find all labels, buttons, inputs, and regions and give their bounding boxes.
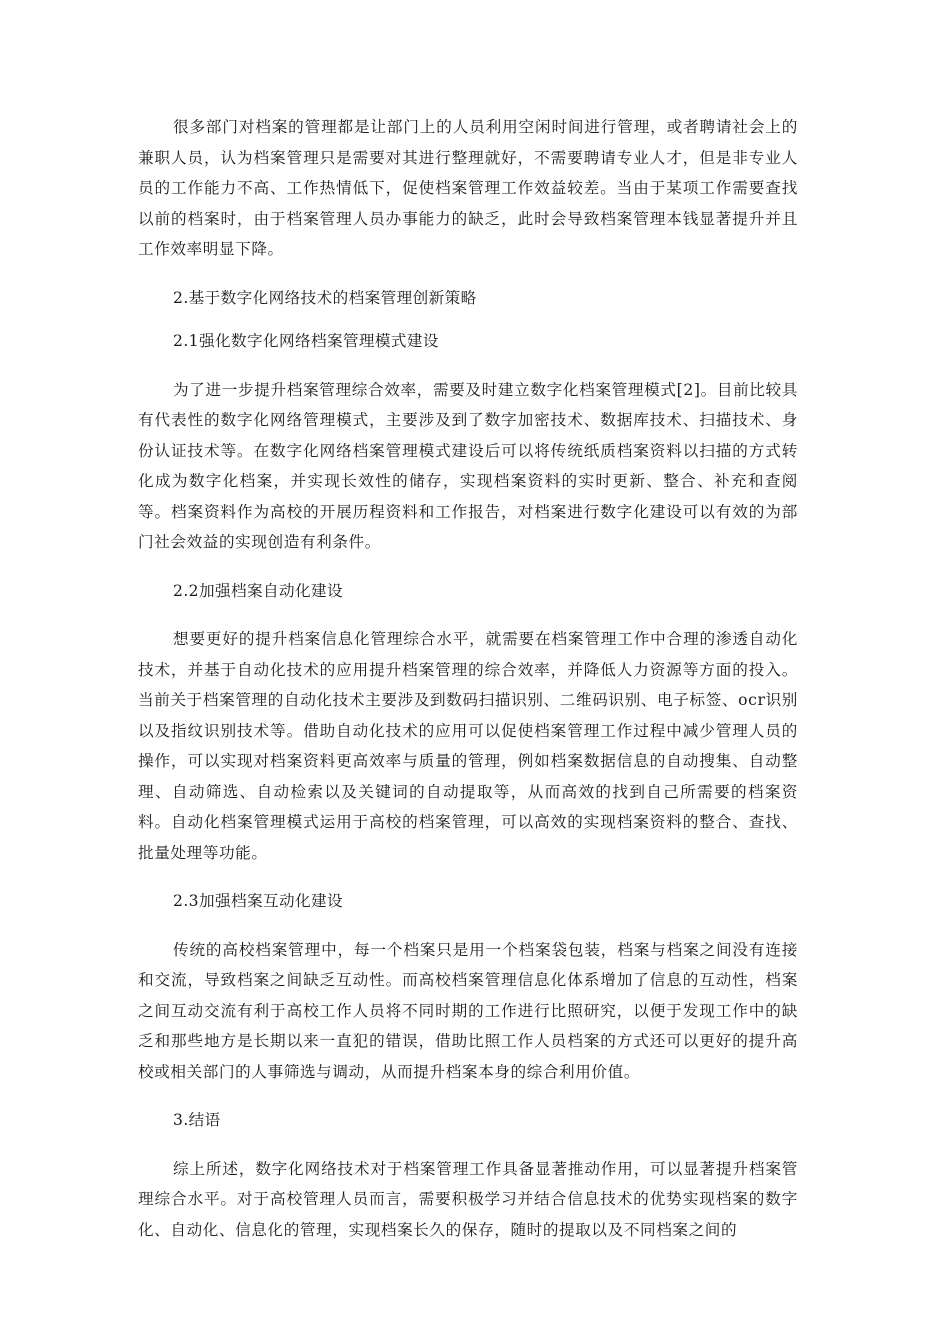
section-2-1-paragraph: 为了进一步提升档案管理综合效率，需要及时建立数字化档案管理模式[2]。目前比较具有代表性的数字化网络管理模式，主要涉及到了数字加密技术、数据库技术、扫描技术、身份认证技术等。在数字化网络档案管理模式建设后可以将传统纸质档案资料以扫描的方式转化成为数字化档案，并实现长效性的储存，实现档案资料的实时更新、整合、补充和查阅等。档案资料作为高校的开展历程资料和工作报告，对档案进行数字化建设可以有效的为部门社会效益的实现创造有利条件。 (138, 380, 798, 551)
section-3-heading: 3.结语 (173, 1111, 221, 1129)
section-2-2-heading: 2.2加强档案自动化建设 (173, 581, 343, 600)
section-2-3-heading: 2.3加强档案互动化建设 (173, 892, 343, 910)
section-2-3-paragraph: 传统的高校档案管理中，每一个档案只是用一个档案袋包装，档案与档案之间没有连接和交流，导致档案之间缺乏互动性。而高校档案管理信息化体系增加了信息的互动性，档案之间互动交流有利于高校工作人员将不同时期的工作进行比照研究，以便于发现工作中的缺乏和那些地方是长期以来一直犯的错误，借助比照工作人员档案的方式还可以更好的提升高校或相关部门的人事筛选与调动，从而提升档案本身的综合利用价值。 (138, 940, 798, 1081)
section-2-2-paragraph: 想要更好的提升档案信息化管理综合水平，就需要在档案管理工作中合理的渗透自动化技术，并基于自动化技术的应用提升档案管理的综合效率，并降低人力资源等方面的投入。当前关于档案管理的自动化技术主要涉及到数码扫描识别、二维码识别、电子标签、ocr识别以及指纹识别技术等。借助自动化技术的应用可以促使档案管理工作过程中减少管理人员的操作，可以实现对档案资料更高效率与质量的管理，例如档案数据信息的自动搜集、自动整理、自动筛选、自动检索以及关键词的自动提取等，从而高效的找到自己所需要的档案资料。自动化档案管理模式运用于高校的档案管理，可以高效的实现档案资料的整合、查找、批量处理等功能。 (138, 630, 798, 862)
conclusion-paragraph: 综上所述，数字化网络技术对于档案管理工作具备显著推动作用，可以显著提升档案管理综合水平。对于高校管理人员而言，需要积极学习并结合信息技术的优势实现档案的数字化、自动化、信息化的管理，实现档案长久的保存，随时的提取以及不同档案之间的 (138, 1159, 798, 1239)
document-body (138, 112, 798, 1245)
section-2-heading: 2.基于数字化网络技术的档案管理创新策略 (173, 288, 477, 307)
intro-paragraph: 很多部门对档案的管理都是让部门上的人员利用空闲时间进行管理，或者聘请社会上的兼职人员，认为档案管理只是需要对其进行整理就好，不需要聘请专业人才，但是非专业人员的工作能力不高、工作热情低下，促使档案管理工作效益较差。当由于某项工作需要查找以前的档案时，由于档案管理人员办事能力的缺乏，此时会导致档案管理本钱显著提升并且工作效率明显下降。 (138, 118, 798, 258)
section-2-1-heading: 2.1强化数字化网络档案管理模式建设 (173, 332, 439, 350)
